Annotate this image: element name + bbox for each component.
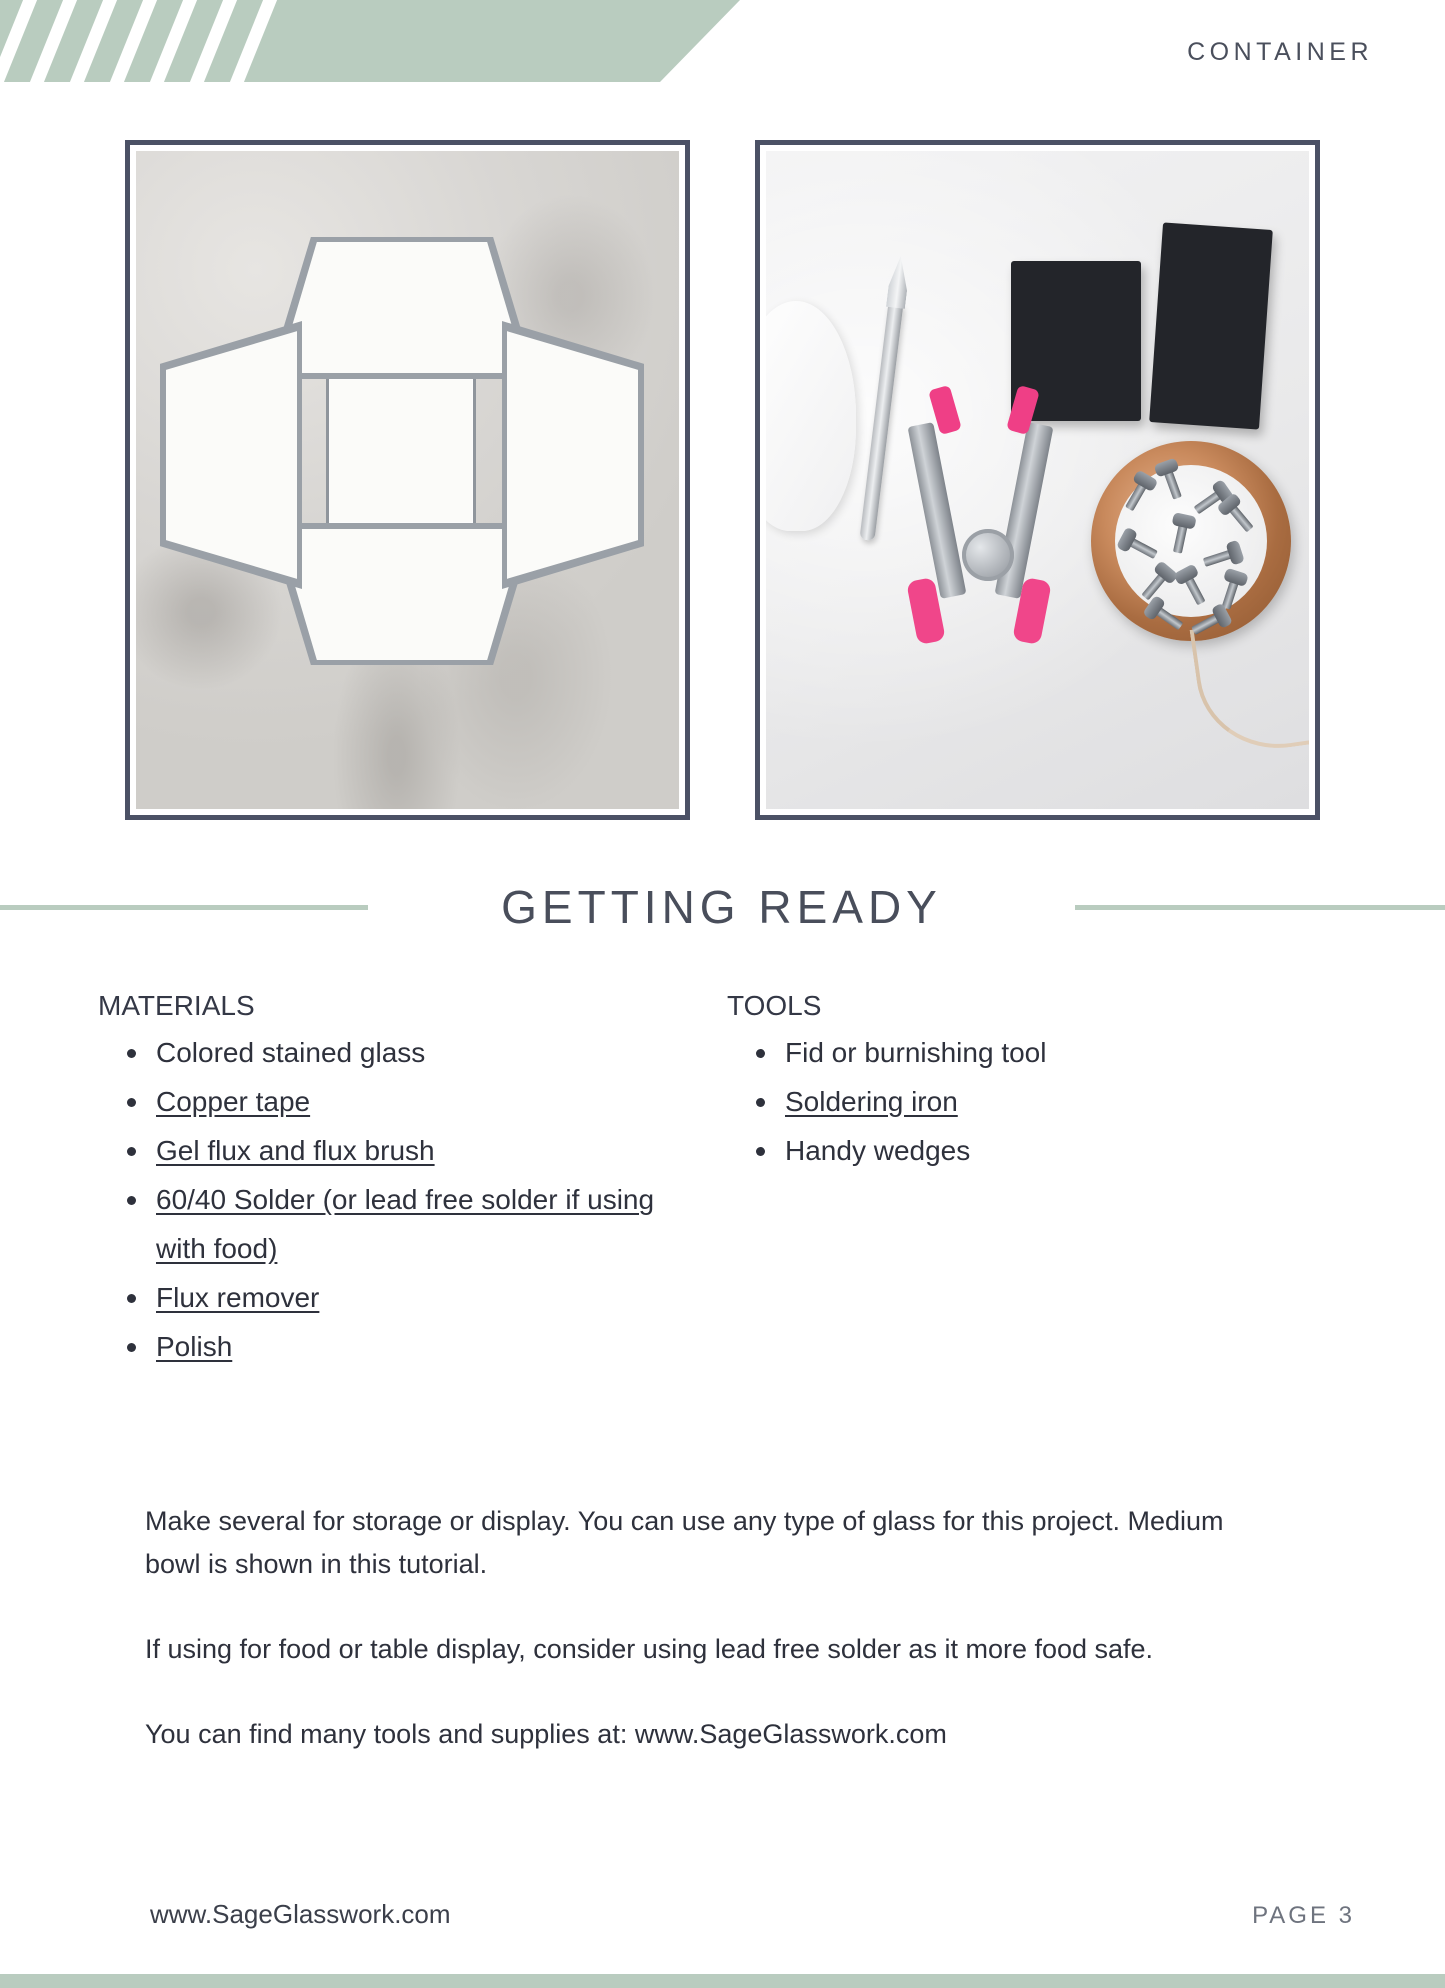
paragraph-intro: Make several for storage or display. You can use any type of glass for this project. Medium bowl is shown in this tutorial. (145, 1506, 1224, 1579)
corner-stripe-decoration (0, 0, 740, 82)
list-item (156, 1273, 660, 1322)
materials-column (0, 990, 660, 1371)
list-item-link[interactable]: Soldering iron (785, 1086, 958, 1117)
list-item-link[interactable]: 60/40 Solder (or lead free solder if using with food) (156, 1184, 655, 1264)
glass-template-pieces-photo (125, 140, 690, 820)
list-item (156, 1077, 660, 1126)
glass-piece-center (326, 376, 476, 526)
list-item (785, 1028, 1300, 1077)
glass-piece-top (268, 237, 536, 379)
white-stripes (0, 0, 360, 82)
page-header-title: CONTAINER (1187, 38, 1373, 66)
tools-heading: TOOLS (727, 990, 822, 1021)
list-item-label: Fid or burnishing tool (785, 1037, 1047, 1068)
list-item-link[interactable]: Copper tape (156, 1086, 311, 1117)
list-item (156, 1175, 660, 1273)
foam-block-b (1149, 222, 1273, 429)
divider-rule-right (1075, 905, 1445, 910)
list-item (785, 1077, 1300, 1126)
glass-piece-bottom (268, 523, 536, 665)
section-divider (0, 880, 1445, 934)
tools-list (727, 1028, 1300, 1175)
glass-piece-right (502, 321, 644, 589)
materials-heading: MATERIALS (98, 990, 255, 1021)
footer-website-link[interactable]: www.SageGlasswork.com (150, 1899, 451, 1929)
list-item (156, 1126, 660, 1175)
list-item-link[interactable]: Gel flux and flux brush (156, 1135, 435, 1166)
paragraph-supplies: You can find many tools and supplies at: www.SageGlasswork.com (145, 1719, 947, 1749)
materials-list (98, 1028, 660, 1371)
list-item-label: Handy wedges (785, 1135, 971, 1166)
list-item-link[interactable]: Polish (156, 1331, 233, 1362)
tools-column (660, 990, 1300, 1371)
footer-page-number: PAGE 3 (1252, 1902, 1355, 1929)
glass-piece-left (160, 321, 302, 589)
photo-row (0, 140, 1445, 820)
tools-photo (755, 140, 1320, 820)
list-item (785, 1126, 1300, 1175)
body-copy (145, 1500, 1280, 1798)
spring-clamp-icon (916, 401, 1061, 651)
footer-accent-bar (0, 1974, 1445, 1988)
divider-rule-left (0, 905, 368, 910)
list-item (156, 1028, 660, 1077)
section-title: GETTING READY (501, 881, 942, 933)
list-item (156, 1322, 660, 1371)
paragraph-food-safety: If using for food or table display, consider using lead free solder as it more food safe. (145, 1634, 1154, 1664)
page-footer (0, 1899, 1445, 1930)
list-item-link[interactable]: Flux remover (156, 1282, 320, 1313)
list-item-label: Colored stained glass (156, 1037, 426, 1068)
materials-and-tools (0, 990, 1445, 1371)
